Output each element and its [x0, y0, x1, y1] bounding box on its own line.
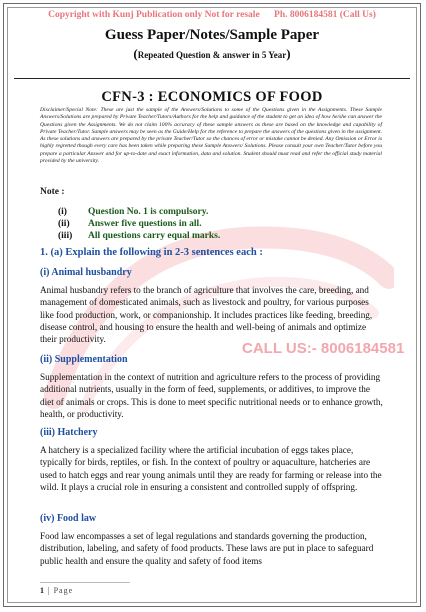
page-word: Page	[53, 586, 74, 595]
note-list	[58, 206, 220, 242]
section-heading: (iv) Food law	[40, 513, 97, 524]
page-footer	[40, 586, 73, 595]
phone-text: Ph. 8006184581 (Call Us)	[274, 10, 376, 20]
note-item	[58, 218, 220, 230]
section-heading: (iii) Hatchery	[40, 427, 98, 438]
section-heading: (ii) Supplementation	[40, 354, 128, 365]
section-body: Food law encompasses a set of legal regulations and standards governing the production, distribution, labeling, and safety of food products. These laws are put in place to safeguard public health and ensure the quality and safety of food items	[40, 531, 374, 566]
note-num: (iii)	[58, 231, 73, 241]
document-page	[3, 3, 421, 607]
footer-separator: |	[48, 586, 50, 595]
disclaimer-text: Disclaimer/Special Note: These are just the sample of the Answers/Solutions to some of the Questions given in the Assignments. These Sample Answers/Solutions are prepared by Private Teacher/Tutors/Authors for the help and guidance of the student to get an idea of how he/she can answer the Questions given the Assignments. We do not claim 100% accuracy of these sample answers as these are based on the knowledge and capability of Private Teacher/Tutor. Sample answers may be seen as the Guide/Help for the reference to prepare the answers of the questions given in the assignment. As these solutions and answers are prepared by the private Teacher/Tutor so the chances of error or mistake cannot be denied. Any Omission or Error is highly regretted though every care has been taken while preparing these Sample Answers/ Solutions. Please consult your own Teacher/Tutor before you prepare a particular Answer and for up-to-date and exact information, data and solution. Student should must read and refer the official study material provided by the university.	[40, 107, 382, 165]
footer-divider	[40, 582, 130, 583]
question-heading: 1. (a) Explain the following in 2-3 sentences each :	[40, 247, 263, 258]
copyright-banner	[4, 10, 420, 20]
section-body: Supplementation in the context of nutrition and agriculture refers to the process of providing additional nutrients, usually in the form of feed, supplements, or additives, to improve the diet of animals or crops. This is done to meet specific nutritional needs or to enhance growth, health, or productivity.	[40, 372, 383, 419]
subtitle-open: (	[133, 46, 138, 61]
header-title: Guess Paper/Notes/Sample Paper	[104, 27, 320, 43]
copyright-text: Copyright with Kunj Publication only Not for resale	[48, 10, 260, 20]
note-num: (ii)	[58, 219, 70, 229]
note-num: (i)	[58, 207, 67, 217]
watermark-call: CALL US:- 8006184581	[242, 340, 405, 357]
header-divider	[14, 78, 410, 79]
document-title: CFN-3 : ECONOMICS OF FOOD	[101, 89, 323, 105]
note-text: All questions carry equal marks.	[88, 231, 221, 241]
subtitle-close: )	[286, 46, 291, 61]
page-number: 1	[40, 586, 44, 595]
section-heading: (i) Animal husbandry	[40, 267, 132, 278]
section-body: A hatchery is a specialized facility where the artificial incubation of eggs takes place, typically for birds, reptiles, or fish. In the context of poultry or aquaculture, hatcheries are used to hatch eggs and rear young animals until they are ready for farming or release into the wild. It plays a crucial role in ensuring a consistent and controlled supply of offspring.	[40, 445, 382, 492]
subtitle-text: Repeated Question & answer in 5 Year	[137, 50, 287, 60]
note-text: Question No. 1 is compulsory.	[88, 207, 209, 217]
header-subtitle	[4, 46, 420, 62]
note-item	[58, 206, 220, 218]
note-text: Answer five questions in all.	[88, 219, 202, 229]
note-label: Note :	[40, 187, 65, 197]
note-item	[58, 230, 220, 242]
section-body: Animal husbandry refers to the branch of agriculture that involves the care, breeding, and management of domesticated animals, such as livestock and poultry, for various purposes like food production, work, or companionship. It includes practices like feeding, breeding, disease control, and housing to ensure the health and well-being of animals and optimize their productivity.	[40, 285, 373, 345]
